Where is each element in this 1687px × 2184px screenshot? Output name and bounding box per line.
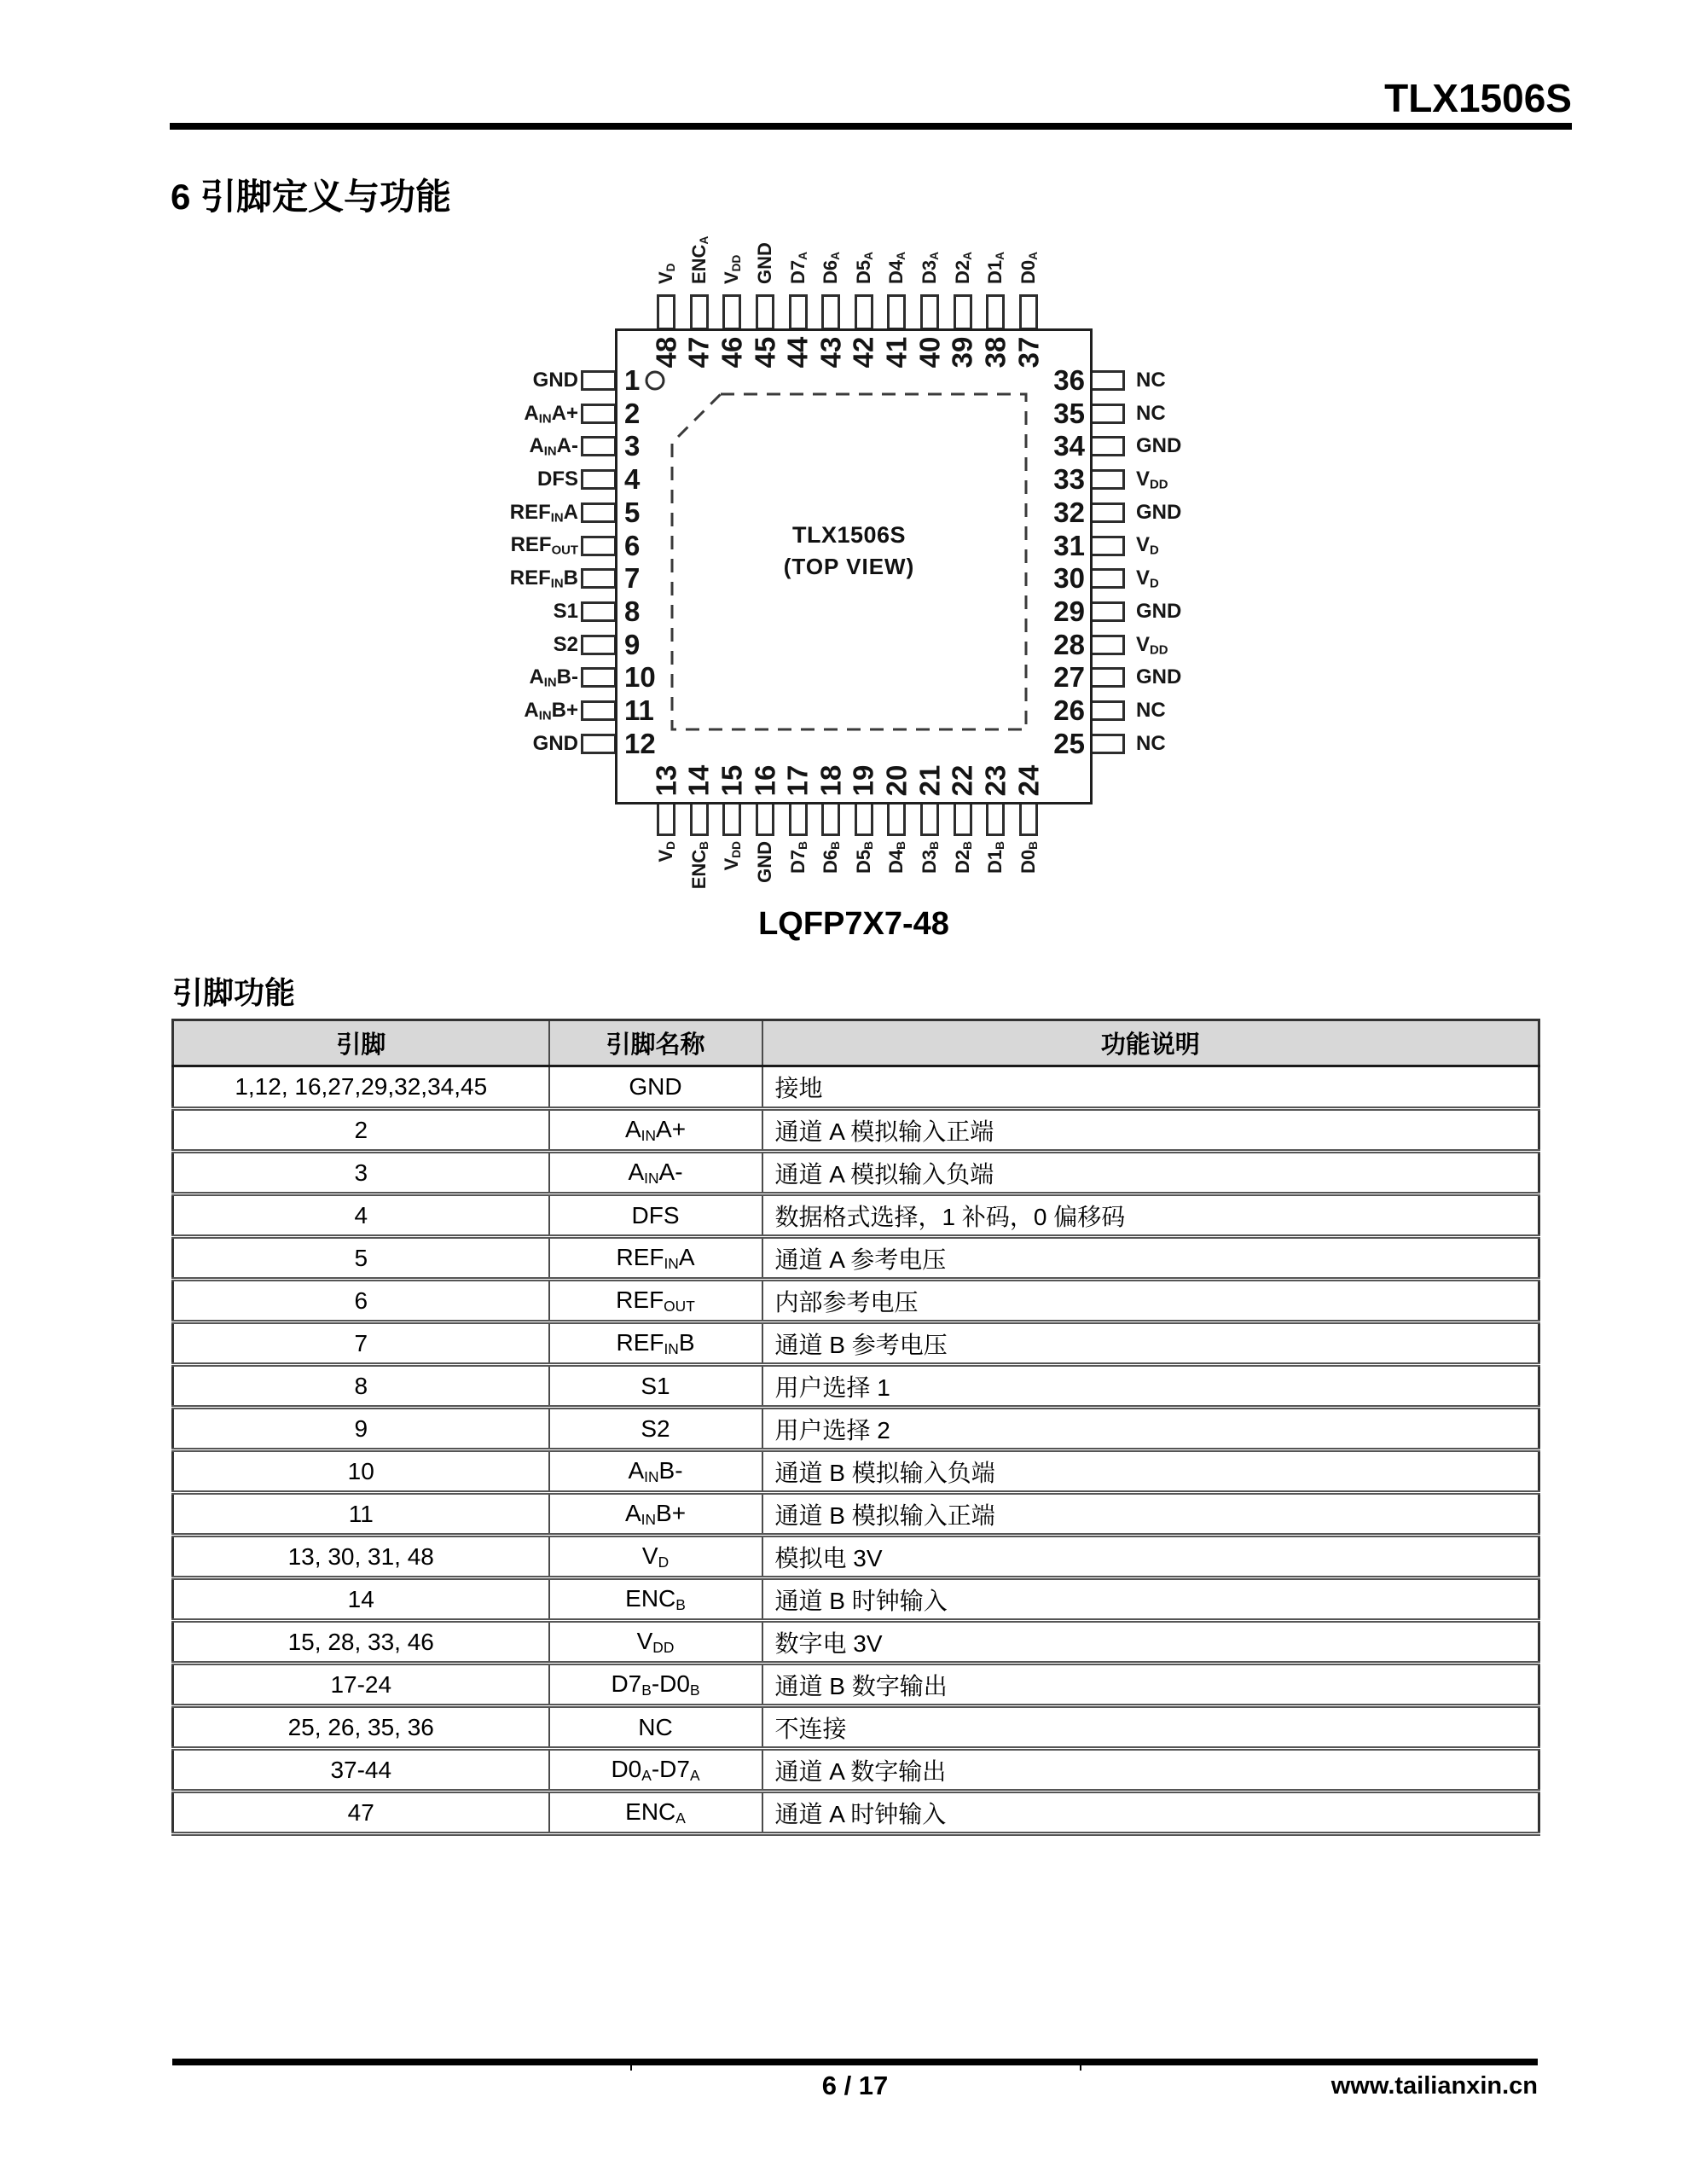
pin-stub <box>756 800 774 836</box>
pin-function-cell: 通道 B 数字输出 <box>762 1664 1539 1706</box>
pin-number: 12 <box>624 727 656 759</box>
pin-stub <box>986 294 1005 330</box>
pin-stub <box>1019 800 1038 836</box>
pin-table-row <box>173 1237 1539 1280</box>
pin-label: DFS <box>537 468 578 491</box>
pin-numbers-cell: 25, 26, 35, 36 <box>173 1706 549 1749</box>
pin-stub <box>657 294 675 330</box>
pin-label: $A_{IN}B-$ <box>529 665 578 690</box>
pin-stub <box>1089 370 1125 391</box>
pin-number: 46 <box>716 336 748 369</box>
pin-numbers-cell: 5 <box>173 1237 549 1280</box>
pin-label: GND <box>1136 434 1182 458</box>
pin-label: GND <box>532 369 578 392</box>
pin-function-cell: 通道 A 数字输出 <box>762 1749 1539 1792</box>
pin-name-cell: $A_{IN}A+$ <box>549 1109 762 1152</box>
pin-name-cell: $A_{IN}B+$ <box>549 1493 762 1536</box>
pin-numbers-cell: 8 <box>173 1365 549 1408</box>
pin-label: $ENC_A$ <box>687 235 710 284</box>
pin-stub <box>581 601 617 622</box>
pin-numbers-cell: 4 <box>173 1194 549 1237</box>
pin-table-row <box>173 1365 1539 1408</box>
pin-label: S2 <box>553 632 578 656</box>
pin-label: $V_{DD}$ <box>1136 468 1168 492</box>
pin-label: GND <box>753 242 775 284</box>
pin-label: $D5_A$ <box>852 252 875 284</box>
bottom-pin-numbers <box>650 757 1044 804</box>
pin-function-cell: 通道 B 模拟输入负端 <box>762 1450 1539 1493</box>
pin-number: 18 <box>815 764 847 797</box>
pin-function-heading: 引脚功能 <box>172 975 296 1010</box>
pin-label: $V_{DD}$ <box>721 841 744 871</box>
pin-numbers-cell: 9 <box>173 1408 549 1450</box>
chip-name-label: TLX1506S <box>791 522 907 548</box>
pin-label: $A_{IN}A-$ <box>529 434 578 459</box>
pin-function-cell: 用户选择 1 <box>762 1365 1539 1408</box>
pin-label: $D0_A$ <box>1017 252 1040 284</box>
pin-number: 17 <box>781 764 814 797</box>
top-pin-numbers <box>650 328 1044 376</box>
top-pin-labels <box>655 235 1040 284</box>
pin-number: 39 <box>946 336 978 369</box>
pin-label: $D2_B$ <box>951 841 974 874</box>
pin-label: $D4_B$ <box>885 841 908 874</box>
pin-numbers-cell: 17-24 <box>173 1664 549 1706</box>
pin-numbers-cell: 1,12, 16,27,29,32,34,45 <box>173 1066 549 1109</box>
pin-stub <box>581 370 617 391</box>
pin-stub <box>986 800 1005 836</box>
pin-table-row <box>173 1578 1539 1621</box>
pin-table-row <box>173 1536 1539 1578</box>
header-rule <box>170 123 1572 130</box>
pin-number: 25 <box>1053 727 1085 759</box>
pin-number: 31 <box>1053 529 1085 561</box>
pin-number: 30 <box>1053 562 1085 595</box>
pin-number: 35 <box>1053 397 1085 429</box>
pin-name-cell: DFS <box>549 1194 762 1237</box>
top-pin-stubs <box>657 294 1038 330</box>
pin-number: 32 <box>1053 496 1085 528</box>
pin-label: $REF_{OUT}$ <box>510 533 578 558</box>
pin-label: $D6_B$ <box>820 841 843 874</box>
pin-label: $A_{IN}A+$ <box>524 401 578 426</box>
pin-label: $V_D$ <box>655 263 677 284</box>
pin-function-table <box>171 1019 1540 1836</box>
pin-stub <box>1089 601 1125 622</box>
pin-table-row <box>173 1664 1539 1706</box>
page-title: TLX1506S <box>1384 76 1572 120</box>
pin-table-row <box>173 1280 1539 1322</box>
pin-number: 44 <box>781 336 814 369</box>
pin-label: NC <box>1136 401 1166 425</box>
pin-label: NC <box>1136 731 1166 755</box>
pin-number: 7 <box>624 562 641 595</box>
pin-stub <box>1089 635 1125 655</box>
pin-name-cell: $A_{IN}B-$ <box>549 1450 762 1493</box>
pin-name-cell: NC <box>549 1706 762 1749</box>
pin-table-row <box>173 1706 1539 1749</box>
pin-label: NC <box>1136 699 1166 723</box>
bottom-pin-stubs <box>657 800 1038 836</box>
pin-stub <box>1089 568 1125 589</box>
pin-number: 10 <box>624 661 656 694</box>
pin-label: $D3_B$ <box>919 841 941 874</box>
pin-name-cell: S1 <box>549 1365 762 1408</box>
pin-function-cell: 通道 B 时钟输入 <box>762 1578 1539 1621</box>
pin-stub <box>581 469 617 490</box>
pin-label: $D1_B$ <box>984 841 1007 874</box>
pin-table-row <box>173 1066 1539 1109</box>
pin-numbers-cell: 2 <box>173 1109 549 1152</box>
pin-function-cell: 接地 <box>762 1066 1539 1109</box>
pin-label: $V_{DD}$ <box>1136 632 1168 657</box>
chip-center-label <box>672 522 1026 580</box>
pin-stub <box>690 294 709 330</box>
pin-label: GND <box>1136 500 1182 524</box>
pin-label: $D5_B$ <box>852 841 875 874</box>
pin-number: 37 <box>1012 336 1044 369</box>
pin-stub <box>581 734 617 754</box>
pin-stub <box>581 667 617 688</box>
pin-label: $V_D$ <box>655 841 677 863</box>
pin-numbers-cell: 37-44 <box>173 1749 549 1792</box>
pin-name-cell: GND <box>549 1066 762 1109</box>
pin-function-cell: 内部参考电压 <box>762 1280 1539 1322</box>
pin-stub <box>581 502 617 523</box>
pin-stub <box>789 800 808 836</box>
pin-label: $V_D$ <box>1136 566 1159 591</box>
pin-number: 19 <box>847 764 879 797</box>
pin-stub <box>581 404 617 424</box>
pin-stub <box>887 800 906 836</box>
pin-table-row <box>173 1621 1539 1664</box>
pin-function-cell: 通道 A 模拟输入正端 <box>762 1109 1539 1152</box>
pin-stub <box>581 536 617 556</box>
pin-stub <box>821 294 840 330</box>
pin-stub <box>887 294 906 330</box>
pin-stub <box>1089 404 1125 424</box>
pin-table-row <box>173 1749 1539 1792</box>
pin-number: 34 <box>1053 430 1085 462</box>
pin-number: 42 <box>847 336 879 369</box>
pin-number: 29 <box>1053 595 1085 628</box>
left-pin-labels <box>367 370 578 754</box>
pin-label: $D7_B$ <box>786 841 809 874</box>
pin-number: 33 <box>1053 463 1085 496</box>
pin-name-cell: S2 <box>549 1408 762 1450</box>
pin-number: 6 <box>624 529 641 561</box>
pin-number: 11 <box>624 694 654 727</box>
pin-number: 27 <box>1053 661 1085 694</box>
footer-tick <box>1080 2059 1081 2071</box>
pin-number: 1 <box>624 364 641 396</box>
pin-label: $D7_A$ <box>786 252 809 284</box>
pin-numbers-cell: 14 <box>173 1578 549 1621</box>
pin-numbers-cell: 15, 28, 33, 46 <box>173 1621 549 1664</box>
pin-stub <box>1089 502 1125 523</box>
pin-numbers-cell: 13, 30, 31, 48 <box>173 1536 549 1578</box>
pin-stub <box>954 294 972 330</box>
pin-number: 40 <box>913 336 945 369</box>
pin-number: 45 <box>748 336 780 369</box>
pin-table-row <box>173 1322 1539 1365</box>
section-heading: 6 引脚定义与功能 <box>171 177 452 217</box>
col-header-pin: 引脚 <box>173 1020 549 1066</box>
pin-number: 47 <box>682 336 715 369</box>
bottom-pin-labels <box>655 841 1040 890</box>
pin-label: $D1_A$ <box>984 252 1007 284</box>
pin-number: 41 <box>880 336 913 369</box>
website-url: www.tailianxin.cn <box>1330 2072 1538 2100</box>
pin-function-cell: 模拟电 3V <box>762 1536 1539 1578</box>
pin-table-row <box>173 1194 1539 1237</box>
pin-table-row <box>173 1408 1539 1450</box>
pin-label: GND <box>1136 665 1182 689</box>
pin-label: $D3_A$ <box>919 252 941 284</box>
pin-number: 5 <box>624 496 641 528</box>
pin-stub <box>789 294 808 330</box>
pin-label: S1 <box>553 600 578 624</box>
pin-number: 14 <box>682 764 715 797</box>
pin-stub <box>581 436 617 456</box>
footer-tick <box>630 2059 632 2071</box>
pin-stub <box>581 568 617 589</box>
pin-label: $D6_A$ <box>820 252 843 284</box>
pin-stub <box>1089 469 1125 490</box>
footer-rule <box>172 2059 1538 2065</box>
pin-label: $A_{IN}B+$ <box>524 699 578 723</box>
pin-stub <box>1089 536 1125 556</box>
pin-name-cell: $REF_{IN}A$ <box>549 1237 762 1280</box>
pin-number: 20 <box>880 764 913 797</box>
pin-numbers-cell: 7 <box>173 1322 549 1365</box>
pin-number: 24 <box>1012 764 1044 797</box>
pin-stub <box>722 294 741 330</box>
pin-table-row <box>173 1450 1539 1493</box>
pin-function-cell: 用户选择 2 <box>762 1408 1539 1450</box>
pin-number: 43 <box>815 336 847 369</box>
pin-name-cell: $D0_A-D7_A$ <box>549 1749 762 1792</box>
pin-table-row <box>173 1792 1539 1834</box>
pin-table-row <box>173 1109 1539 1152</box>
pin-function-cell: 数据格式选择，1 补码，0 偏移码 <box>762 1194 1539 1237</box>
pin-label: $REF_{IN}A$ <box>509 500 578 526</box>
pin-number: 13 <box>650 764 681 797</box>
pin-name-cell: $V_D$ <box>549 1536 762 1578</box>
pin-label: NC <box>1136 369 1166 392</box>
pin-number: 9 <box>624 628 641 660</box>
pin-function-cell: 通道 A 参考电压 <box>762 1237 1539 1280</box>
pin-stub <box>954 800 972 836</box>
pin-number: 23 <box>979 764 1012 797</box>
right-pin-labels <box>1136 370 1341 754</box>
pin-numbers-cell: 47 <box>173 1792 549 1834</box>
pin-stub <box>1089 734 1125 754</box>
pin-numbers-cell: 11 <box>173 1493 549 1536</box>
pin-name-cell: $REF_{IN}B$ <box>549 1322 762 1365</box>
pin-stub <box>855 800 873 836</box>
pin-stub <box>920 800 939 836</box>
pin-number: 22 <box>946 764 978 797</box>
pin-stub <box>1089 436 1125 456</box>
pin-stub <box>1089 700 1125 721</box>
pin-function-cell: 通道 B 模拟输入正端 <box>762 1493 1539 1536</box>
pin-name-cell: $D7_B-D0_B$ <box>549 1664 762 1706</box>
pin-label: $D0_B$ <box>1017 841 1040 874</box>
pin-number: 21 <box>913 764 945 797</box>
pin-numbers-cell: 3 <box>173 1152 549 1194</box>
pin-number: 15 <box>716 764 748 797</box>
left-pin-stubs <box>581 370 617 754</box>
pin-function-cell: 通道 B 参考电压 <box>762 1322 1539 1365</box>
pin-function-cell: 不连接 <box>762 1706 1539 1749</box>
pin-label: $REF_{IN}B$ <box>509 566 578 591</box>
pin-table-row <box>173 1152 1539 1194</box>
col-header-pin-name: 引脚名称 <box>549 1020 762 1066</box>
page-number: 6 / 17 <box>821 2071 889 2100</box>
pin-number: 26 <box>1053 694 1085 727</box>
pin-stub <box>581 700 617 721</box>
pin-number: 3 <box>624 430 641 462</box>
pin-name-cell: $V_{DD}$ <box>549 1621 762 1664</box>
pin-label: GND <box>1136 600 1182 624</box>
pin-number: 16 <box>748 764 780 797</box>
pin-name-cell: $REF_{OUT}$ <box>549 1280 762 1322</box>
pin-stub <box>920 294 939 330</box>
pin-label: $D4_A$ <box>885 252 908 284</box>
pin-function-cell: 通道 A 时钟输入 <box>762 1792 1539 1834</box>
pin-numbers-cell: 6 <box>173 1280 549 1322</box>
pin-numbers-cell: 10 <box>173 1450 549 1493</box>
pin-function-cell: 通道 A 模拟输入负端 <box>762 1152 1539 1194</box>
pin-number: 38 <box>979 336 1012 369</box>
pin-label: $V_D$ <box>1136 533 1159 558</box>
pin-name-cell: $A_{IN}A-$ <box>549 1152 762 1194</box>
pin-number: 8 <box>624 595 641 628</box>
pin-stub <box>855 294 873 330</box>
pin-label: GND <box>532 731 578 755</box>
pin-number: 2 <box>624 397 641 429</box>
pin-stub <box>690 800 709 836</box>
pin-label: $V_{DD}$ <box>721 254 744 284</box>
pin-number: 36 <box>1053 364 1085 396</box>
pin-stub <box>1019 294 1038 330</box>
right-pin-stubs <box>1089 370 1125 754</box>
pin-label: GND <box>753 841 775 883</box>
pin-stub <box>722 800 741 836</box>
pin-number: 4 <box>624 463 641 496</box>
pin-stub <box>1089 667 1125 688</box>
top-view-label: (TOP VIEW) <box>783 554 915 579</box>
pin-number: 48 <box>650 336 681 369</box>
pin-name-cell: $ENC_B$ <box>549 1578 762 1621</box>
pin-name-cell: $ENC_A$ <box>549 1792 762 1834</box>
pin-stub <box>657 800 675 836</box>
pin-number: 28 <box>1053 628 1085 660</box>
pin-label: $D2_A$ <box>951 252 974 284</box>
pin-label: $ENC_B$ <box>687 841 710 890</box>
package-label: LQFP7X7-48 <box>758 906 949 942</box>
pin-stub <box>581 635 617 655</box>
col-header-function: 功能说明 <box>762 1020 1539 1066</box>
pin-function-cell: 数字电 3V <box>762 1621 1539 1664</box>
table-header-row <box>173 1020 1539 1066</box>
pin-table-row <box>173 1493 1539 1536</box>
pin-stub <box>821 800 840 836</box>
pin-stub <box>756 294 774 330</box>
